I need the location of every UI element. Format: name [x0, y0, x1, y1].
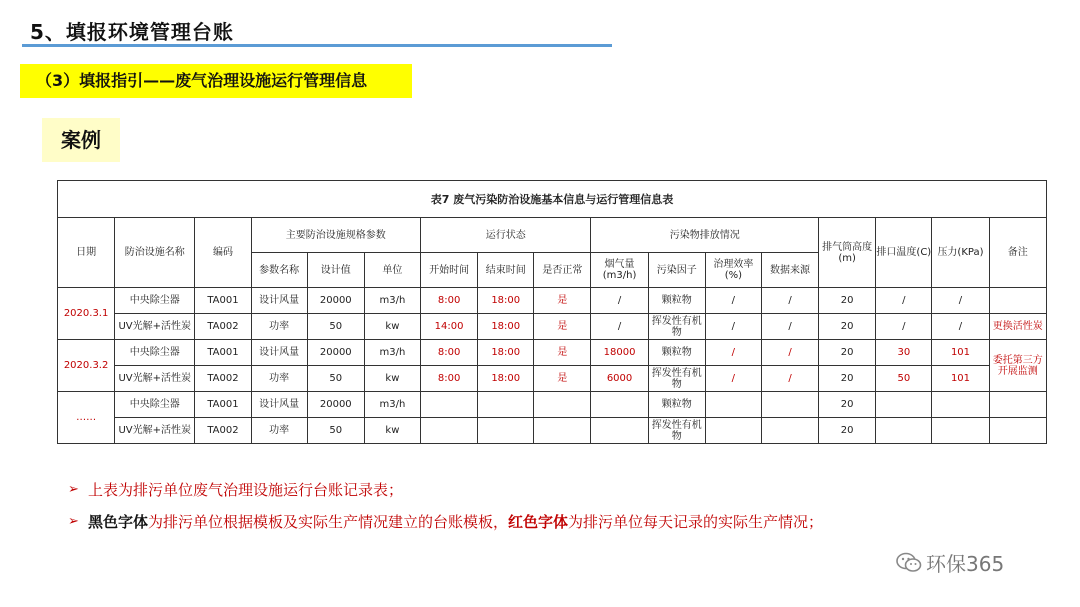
flue-gas-cell: /: [591, 288, 648, 314]
remark-cell: 更换活性炭: [989, 314, 1046, 340]
start-time-cell: 14:00: [421, 314, 478, 340]
pollutant-cell: 挥发性有机物: [648, 366, 705, 392]
end-time-cell: 18:00: [478, 340, 534, 366]
stack-height-cell: 20: [819, 366, 876, 392]
code-cell: TA002: [195, 366, 251, 392]
facility-name-cell: 中央除尘器: [115, 288, 195, 314]
data-source-cell: /: [761, 366, 818, 392]
start-time-cell: [421, 418, 478, 444]
code-cell: TA002: [195, 314, 251, 340]
is-normal-cell: [534, 392, 591, 418]
end-time-cell: 18:00: [478, 314, 534, 340]
pollutant-cell: 挥发性有机物: [648, 314, 705, 340]
param-name-cell: 功率: [251, 366, 307, 392]
section-subtitle: （3）填报指引——废气治理设施运行管理信息: [36, 71, 368, 90]
pollutant-cell: 挥发性有机物: [648, 418, 705, 444]
note-item: [68, 478, 823, 502]
case-label: 案例: [61, 128, 101, 152]
code-cell: TA001: [195, 340, 251, 366]
date-cell: 2020.3.2: [58, 340, 115, 392]
table-row: [58, 340, 1047, 366]
header-code: 编码: [195, 218, 251, 288]
param-name-cell: 设计风量: [251, 340, 307, 366]
outlet-temp-cell: 50: [876, 366, 932, 392]
notes-list: [68, 478, 824, 542]
start-time-cell: 8:00: [421, 288, 478, 314]
remark-cell: [989, 288, 1046, 314]
pressure-cell: 101: [932, 340, 989, 366]
outlet-temp-cell: [876, 392, 932, 418]
pressure-cell: 101: [932, 366, 989, 392]
unit-cell: m3/h: [364, 288, 420, 314]
note-text: 为排污单位根据模板及实际生产情况建立的台账模板，: [148, 513, 509, 531]
note-item: [68, 510, 824, 534]
code-cell: TA002: [195, 418, 251, 444]
design-value-cell: 20000: [307, 288, 364, 314]
watermark: [896, 548, 1004, 579]
flue-gas-cell: 18000: [591, 340, 648, 366]
start-time-cell: [421, 392, 478, 418]
data-source-cell: [761, 392, 818, 418]
wechat-icon: [896, 552, 922, 579]
emission-ledger-table: [57, 180, 1047, 444]
unit-cell: kw: [364, 366, 420, 392]
date-cell: ……: [58, 392, 115, 444]
design-value-cell: 50: [307, 314, 364, 340]
data-source-cell: /: [761, 314, 818, 340]
end-time-cell: [478, 392, 534, 418]
param-name-cell: 功率: [251, 418, 307, 444]
unit-cell: kw: [364, 418, 420, 444]
facility-name-cell: UV光解+活性炭: [115, 314, 195, 340]
arrow-bullet-icon: ➢: [68, 514, 79, 529]
header-facility-name: 防治设施名称: [115, 218, 195, 288]
title-underline: [22, 44, 612, 47]
param-name-cell: 设计风量: [251, 288, 307, 314]
header-emission-group: 污染物排放情况: [591, 218, 819, 253]
watermark-text: 环保365: [926, 552, 1005, 576]
facility-name-cell: UV光解+活性炭: [115, 366, 195, 392]
note-red-font-label: 红色字体: [508, 513, 569, 531]
header-spec-group: 主要防治设施规格参数: [251, 218, 420, 253]
stack-height-cell: 20: [819, 418, 876, 444]
table-row: [58, 366, 1047, 392]
stack-height-cell: 20: [819, 314, 876, 340]
unit-cell: m3/h: [364, 392, 420, 418]
header-data-source: 数据来源: [761, 253, 818, 288]
header-pollutant: 污染因子: [648, 253, 705, 288]
outlet-temp-cell: [876, 418, 932, 444]
header-efficiency: 治理效率(%): [705, 253, 761, 288]
is-normal-cell: [534, 418, 591, 444]
efficiency-cell: /: [705, 314, 761, 340]
arrow-bullet-icon: ➢: [68, 482, 79, 497]
stack-height-cell: 20: [819, 288, 876, 314]
start-time-cell: 8:00: [421, 366, 478, 392]
table-row: [58, 418, 1047, 444]
pressure-cell: [932, 392, 989, 418]
pollutant-cell: 颗粒物: [648, 340, 705, 366]
efficiency-cell: [705, 418, 761, 444]
note-text: 为排污单位每天记录的实际生产情况；: [568, 513, 824, 531]
table-row: [58, 288, 1047, 314]
header-is-normal: 是否正常: [534, 253, 591, 288]
efficiency-cell: /: [705, 366, 761, 392]
pollutant-cell: 颗粒物: [648, 392, 705, 418]
design-value-cell: 20000: [307, 392, 364, 418]
pressure-cell: [932, 418, 989, 444]
efficiency-cell: [705, 392, 761, 418]
header-flue-gas: 烟气量(m3/h): [591, 253, 648, 288]
pressure-cell: /: [932, 288, 989, 314]
code-cell: TA001: [195, 288, 251, 314]
header-design-value: 设计值: [307, 253, 364, 288]
pressure-cell: /: [932, 314, 989, 340]
is-normal-cell: 是: [534, 288, 591, 314]
efficiency-cell: /: [705, 340, 761, 366]
facility-name-cell: UV光解+活性炭: [115, 418, 195, 444]
facility-name-cell: 中央除尘器: [115, 392, 195, 418]
slide-title: 5、填报环境管理台账: [30, 20, 234, 44]
design-value-cell: 50: [307, 366, 364, 392]
param-name-cell: 设计风量: [251, 392, 307, 418]
header-stack-height: 排气筒高度(m): [819, 218, 876, 288]
end-time-cell: 18:00: [478, 366, 534, 392]
header-unit: 单位: [364, 253, 420, 288]
data-source-cell: /: [761, 340, 818, 366]
facility-name-cell: 中央除尘器: [115, 340, 195, 366]
flue-gas-cell: [591, 392, 648, 418]
flue-gas-cell: /: [591, 314, 648, 340]
is-normal-cell: 是: [534, 366, 591, 392]
data-source-cell: [761, 418, 818, 444]
start-time-cell: 8:00: [421, 340, 478, 366]
end-time-cell: [478, 418, 534, 444]
is-normal-cell: 是: [534, 340, 591, 366]
note-text: 上表为排污单位废气治理设施运行台账记录表；: [88, 481, 404, 499]
end-time-cell: 18:00: [478, 288, 534, 314]
remark-cell: [989, 418, 1046, 444]
design-value-cell: 20000: [307, 340, 364, 366]
param-name-cell: 功率: [251, 314, 307, 340]
outlet-temp-cell: /: [876, 314, 932, 340]
header-remark: 备注: [989, 218, 1046, 288]
header-pressure: 压力(KPa): [932, 218, 989, 288]
outlet-temp-cell: /: [876, 288, 932, 314]
efficiency-cell: /: [705, 288, 761, 314]
table-row: [58, 314, 1047, 340]
flue-gas-cell: 6000: [591, 366, 648, 392]
design-value-cell: 50: [307, 418, 364, 444]
outlet-temp-cell: 30: [876, 340, 932, 366]
table-row: [58, 392, 1047, 418]
unit-cell: m3/h: [364, 340, 420, 366]
code-cell: TA001: [195, 392, 251, 418]
flue-gas-cell: [591, 418, 648, 444]
data-source-cell: /: [761, 288, 818, 314]
table-caption: 表7 废气污染防治设施基本信息与运行管理信息表: [58, 181, 1047, 218]
header-start-time: 开始时间: [421, 253, 478, 288]
header-outlet-temp: 排口温度(C): [876, 218, 932, 288]
header-date: 日期: [58, 218, 115, 288]
header-status-group: 运行状态: [421, 218, 591, 253]
is-normal-cell: 是: [534, 314, 591, 340]
stack-height-cell: 20: [819, 340, 876, 366]
stack-height-cell: 20: [819, 392, 876, 418]
header-param-name: 参数名称: [251, 253, 307, 288]
remark-cell: 委托第三方开展监测: [989, 340, 1046, 392]
unit-cell: kw: [364, 314, 420, 340]
note-black-font-label: 黑色字体: [88, 513, 149, 531]
remark-cell: [989, 392, 1046, 418]
date-cell: 2020.3.1: [58, 288, 115, 340]
header-end-time: 结束时间: [478, 253, 534, 288]
pollutant-cell: 颗粒物: [648, 288, 705, 314]
